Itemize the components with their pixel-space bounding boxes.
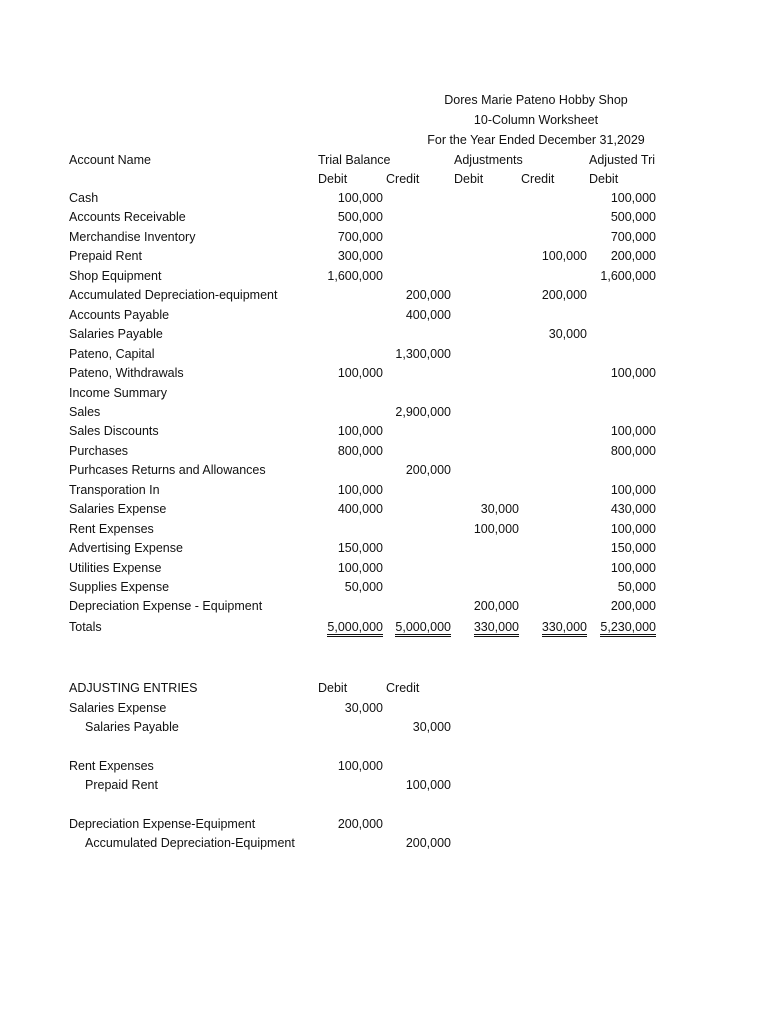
account-name: Pateno, Withdrawals [69, 366, 184, 380]
account-name: Transporation In [69, 483, 160, 497]
tb-credit: 2,900,000 [395, 405, 451, 419]
adj-debit: 200,000 [473, 599, 519, 613]
atb-debit: 100,000 [610, 522, 656, 536]
atb-debit: 200,000 [610, 599, 656, 613]
account-name: Shop Equipment [69, 269, 162, 283]
adjustments-header: Adjustments [454, 153, 523, 167]
atb-debit: 150,000 [610, 541, 656, 555]
entry2-debit-account: Rent Expenses [69, 759, 154, 773]
entry2-credit-amount: 100,000 [405, 778, 451, 792]
tb-debit: 150,000 [337, 541, 383, 555]
tb-debit: 100,000 [337, 483, 383, 497]
entry3-debit-amount: 200,000 [337, 817, 383, 831]
company-title: Dores Marie Pateno Hobby Shop [444, 93, 628, 107]
entry3-credit-account: Accumulated Depreciation-Equipment [85, 836, 295, 850]
entry1-credit-account: Salaries Payable [85, 720, 179, 734]
adj-debit: 30,000 [480, 502, 519, 516]
adj-credit-header: Credit [521, 172, 555, 186]
account-name: Cash [69, 191, 99, 205]
total-adj-credit: 330,000 [542, 620, 587, 637]
atb-debit: 500,000 [610, 210, 656, 224]
tb-debit: 300,000 [337, 249, 383, 263]
atb-debit: 700,000 [610, 230, 656, 244]
account-name: Rent Expenses [69, 522, 154, 536]
entry3-debit-account: Depreciation Expense-Equipment [69, 817, 256, 831]
tb-debit: 1,600,000 [327, 269, 383, 283]
account-name: Prepaid Rent [69, 249, 142, 263]
tb-debit: 100,000 [337, 191, 383, 205]
total-tb-credit: 5,000,000 [395, 620, 451, 637]
entry1-credit-amount: 30,000 [412, 720, 451, 734]
atb-debit: 100,000 [610, 483, 656, 497]
account-name: Income Summary [69, 386, 167, 400]
account-name-header: Account Name [69, 153, 151, 167]
report-title: 10-Column Worksheet [473, 113, 599, 127]
atb-debit-header: Debit [589, 172, 619, 186]
tb-credit: 400,000 [405, 308, 451, 322]
total-adj-debit: 330,000 [474, 620, 519, 637]
atb-debit: 100,000 [610, 191, 656, 205]
account-name: Salaries Expense [69, 502, 167, 516]
tb-debit: 100,000 [337, 424, 383, 438]
account-name: Sales Discounts [69, 424, 159, 438]
account-name: Depreciation Expense - Equipment [69, 599, 263, 613]
account-name: Merchandise Inventory [69, 230, 196, 244]
tb-credit: 200,000 [405, 288, 451, 302]
atb-debit: 50,000 [617, 580, 656, 594]
account-name: Advertising Expense [69, 541, 183, 555]
tb-debit: 400,000 [337, 502, 383, 516]
tb-debit: 100,000 [337, 366, 383, 380]
adjusting-credit-header: Credit [386, 681, 420, 695]
tb-credit-header: Credit [386, 172, 420, 186]
tb-debit: 500,000 [337, 210, 383, 224]
entry2-debit-amount: 100,000 [337, 759, 383, 773]
account-name: Pateno, Capital [69, 347, 155, 361]
atb-debit: 430,000 [610, 502, 656, 516]
tb-credit: 200,000 [405, 463, 451, 477]
account-name: Sales [69, 405, 101, 419]
atb-debit: 800,000 [610, 444, 656, 458]
totals-label: Totals [69, 620, 102, 634]
tb-debit: 50,000 [344, 580, 383, 594]
entry1-debit-amount: 30,000 [344, 701, 383, 715]
atb-debit: 1,600,000 [600, 269, 656, 283]
period-title: For the Year Ended December 31,2029 [427, 133, 645, 147]
trial-balance-header: Trial Balance [318, 153, 391, 167]
adj-debit: 100,000 [473, 522, 519, 536]
account-name: Supplies Expense [69, 580, 170, 594]
total-tb-debit: 5,000,000 [327, 620, 383, 637]
entry3-credit-amount: 200,000 [405, 836, 451, 850]
atb-debit: 100,000 [610, 366, 656, 380]
adjusting-entries-heading: ADJUSTING ENTRIES [69, 681, 198, 695]
atb-debit: 200,000 [610, 249, 656, 263]
account-name: Purhcases Returns and Allowances [69, 463, 266, 477]
tb-debit: 700,000 [337, 230, 383, 244]
total-atb-debit: 5,230,000 [600, 620, 656, 637]
account-name: Accounts Receivable [69, 210, 186, 224]
tb-debit-header: Debit [318, 172, 348, 186]
adj-credit: 30,000 [548, 327, 587, 341]
tb-debit: 800,000 [337, 444, 383, 458]
account-name: Accumulated Depreciation-equipment [69, 288, 278, 302]
adj-debit-header: Debit [454, 172, 484, 186]
account-name: Accounts Payable [69, 308, 170, 322]
tb-debit: 100,000 [337, 561, 383, 575]
atb-debit: 100,000 [610, 424, 656, 438]
entry1-debit-account: Salaries Expense [69, 701, 167, 715]
adjusting-debit-header: Debit [318, 681, 348, 695]
account-name: Salaries Payable [69, 327, 163, 341]
adj-credit: 200,000 [541, 288, 587, 302]
atb-debit: 100,000 [610, 561, 656, 575]
entry2-credit-account: Prepaid Rent [85, 778, 158, 792]
adjusted-trial-header: Adjusted Tri [589, 153, 656, 167]
account-name: Purchases [69, 444, 129, 458]
tb-credit: 1,300,000 [395, 347, 451, 361]
account-name: Utilities Expense [69, 561, 162, 575]
adj-credit: 100,000 [541, 249, 587, 263]
